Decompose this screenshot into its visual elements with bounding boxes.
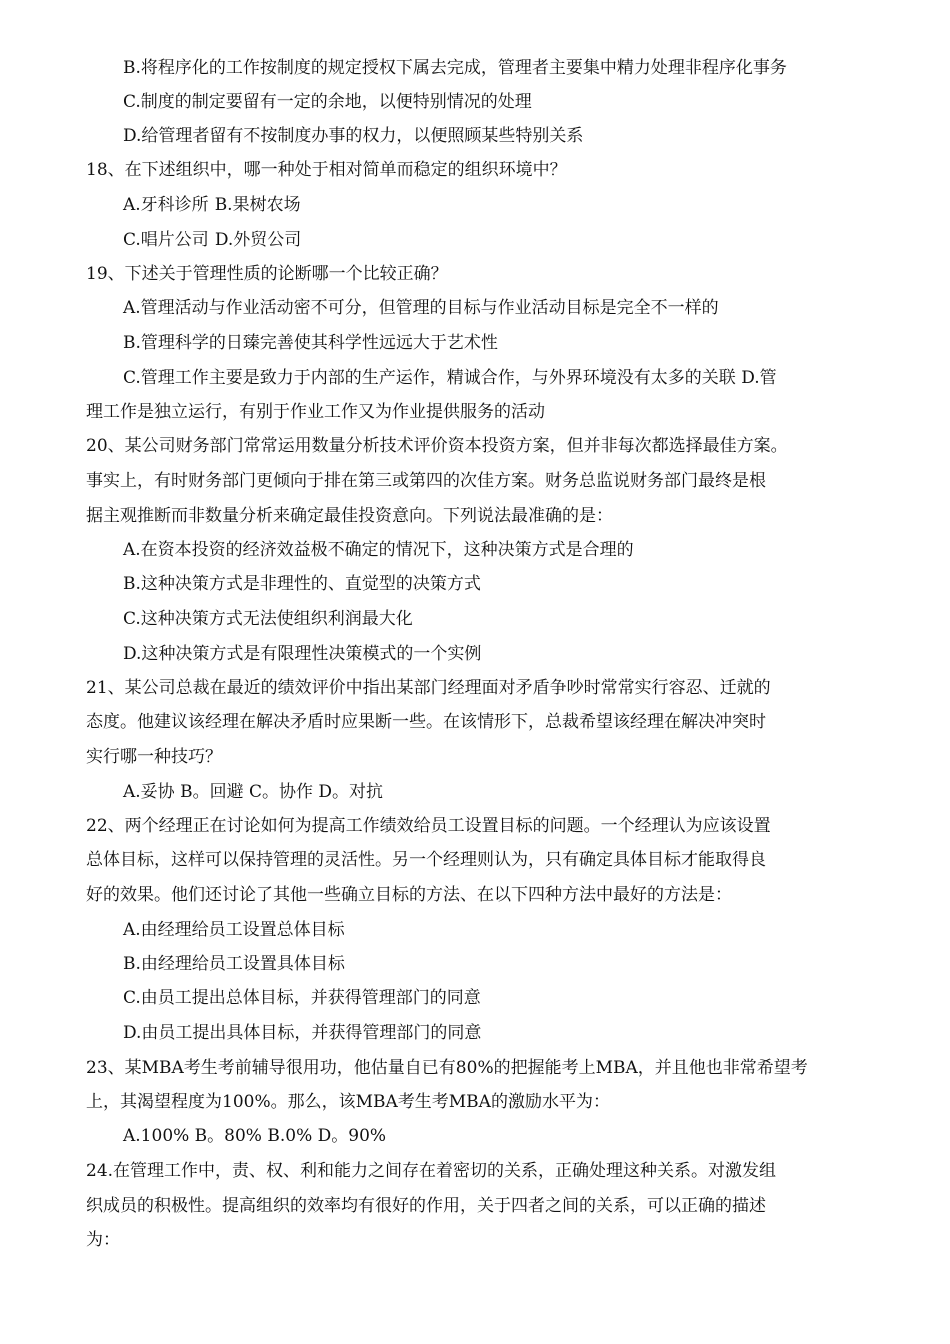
options-23: A.100% B。80% B.0% D。90% [123, 1126, 387, 1146]
option-22c: C.由员工提出总体目标，并获得管理部门的同意 [123, 988, 481, 1008]
option-22a: A.由经理给员工设置总体目标 [123, 920, 345, 940]
options-18-row1 [123, 193, 301, 217]
options-18-row2 [123, 228, 301, 252]
option-19b: B.管理科学的日臻完善使其科学性远远大于艺术性 [123, 333, 498, 353]
question-19: 19、下述关于管理性质的论断哪一个比较正确？ [86, 264, 448, 284]
question-23-line2: 上，其渴望程度为100%。那么，该MBA考生考MBA的激励水平为： [86, 1092, 610, 1112]
option-20a: A.在资本投资的经济效益极不确定的情况下，这种决策方式是合理的 [123, 540, 634, 560]
option-18b: B.果树农场 [214, 195, 301, 215]
question-24-line2: 织成员的积极性。提高组织的效率均有很好的作用，关于四者之间的关系，可以正确的描述 [86, 1196, 766, 1216]
question-22-line2: 总体目标，这样可以保持管理的灵活性。另一个经理则认为，只有确定具体目标才能取得良 [86, 850, 766, 870]
option-19d-continued: 理工作是独立运行，有别于作业工作又为作业提供服务的活动 [86, 402, 545, 422]
question-20-line2: 事实上，有时财务部门更倾向于排在第三或第四的次佳方案。财务总监说财务部门最终是根 [86, 471, 766, 491]
question-21-line2: 态度。他建议该经理在解决矛盾时应果断一些。在该情形下，总裁希望该经理在解决冲突时 [86, 712, 766, 732]
question-20-line3: 据主观推断而非数量分析来确定最佳投资意向。下列说法最准确的是： [86, 506, 613, 526]
option-20b: B.这种决策方式是非理性的、直觉型的决策方式 [123, 574, 481, 594]
option-18d: D.外贸公司 [214, 230, 302, 250]
option-18c: C.唱片公司 [123, 230, 209, 250]
options-21: A.妥协 B。回避 C。协作 D。对抗 [123, 782, 384, 802]
question-22-line3: 好的效果。他们还讨论了其他一些确立目标的方法、在以下四种方法中最好的方法是： [86, 885, 732, 905]
question-20-line1: 20、某公司财务部门常常运用数量分析技术评价资本投资方案，但并非每次都选择最佳方案。 [86, 436, 788, 456]
question-18: 18、在下述组织中，哪一种处于相对简单而稳定的组织环境中？ [86, 160, 567, 180]
option-17d: D.给管理者留有不按制度办事的权力，以便照顾某些特别关系 [123, 126, 584, 146]
option-18a: A.牙科诊所 [123, 195, 209, 215]
option-22b: B.由经理给员工设置具体目标 [123, 954, 345, 974]
question-21-line3: 实行哪一种技巧？ [86, 747, 222, 767]
question-22-line1: 22、两个经理正在讨论如何为提高工作绩效给员工设置目标的问题。一个经理认为应该设置 [86, 816, 771, 836]
option-19a: A.管理活动与作业活动密不可分，但管理的目标与作业活动目标是完全不一样的 [123, 298, 719, 318]
option-17b: B.将程序化的工作按制度的规定授权下属去完成，管理者主要集中精力处理非程序化事务 [123, 58, 787, 78]
option-22d: D.由员工提出具体目标，并获得管理部门的同意 [123, 1023, 482, 1043]
option-20c: C.这种决策方式无法使组织利润最大化 [123, 609, 413, 629]
question-21-line1: 21、某公司总裁在最近的绩效评价中指出某部门经理面对矛盾争吵时常常实行容忍、迁就的 [86, 678, 771, 698]
option-17c: C.制度的制定要留有一定的余地，以便特别情况的处理 [123, 92, 532, 112]
option-19c: C.管理工作主要是致力于内部的生产运作，精诚合作，与外界环境没有太多的关联 D.管 [123, 368, 777, 388]
option-20d: D.这种决策方式是有限理性决策模式的一个实例 [123, 644, 482, 664]
question-24-line1: 24.在管理工作中，责、权、利和能力之间存在着密切的关系，正确处理这种关系。对激发组 [86, 1161, 777, 1181]
question-24-line3: 为： [86, 1230, 120, 1250]
question-23-line1: 23、某MBA考生考前辅导很用功，他估量自已有80%的把握能考上MBA，并且他也非常希望考 [86, 1058, 808, 1078]
